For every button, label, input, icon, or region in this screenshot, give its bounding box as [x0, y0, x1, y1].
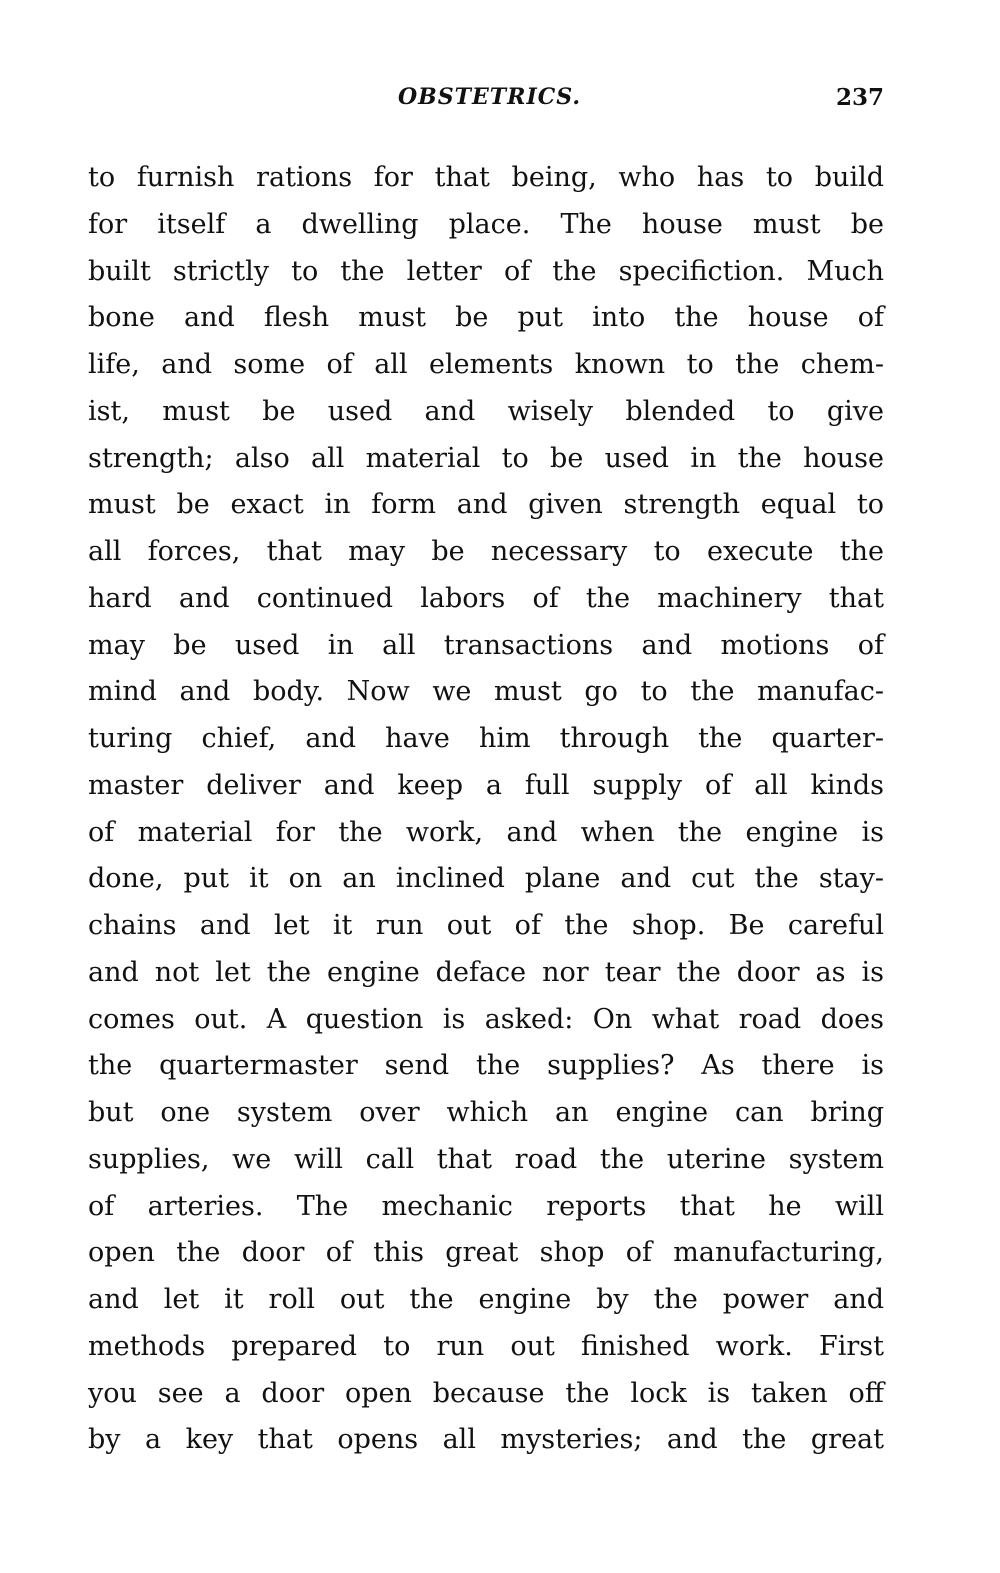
- body-text: [88, 155, 884, 1464]
- text-line: life, and some of all elements known to the chem-: [88, 349, 884, 380]
- text-line: supplies, we will call that road the uterine system: [88, 1143, 884, 1175]
- text-line: must be exact in form and given strength equal to: [88, 489, 884, 521]
- text-line: to furnish rations for that being, who has to build: [88, 162, 884, 193]
- text-line: hard and continued labors of the machinery that: [88, 582, 884, 614]
- text-line: ist, must be used and wisely blended to give: [88, 395, 884, 427]
- text-line: open the door of this great shop of manufacturing,: [88, 1237, 884, 1269]
- text-line: but one system over which an engine can bring: [88, 1097, 884, 1128]
- text-line: mind and body. Now we must go to the manufac-: [88, 676, 884, 708]
- text-line: all forces, that may be necessary to execute the: [88, 536, 884, 567]
- text-line: by a key that opens all mysteries; and the great: [88, 1424, 884, 1456]
- text-line: may be used in all transactions and motions of: [88, 629, 884, 661]
- text-line: built strictly to the letter of the specifiction. Much: [88, 255, 884, 287]
- text-line: and let it roll out the engine by the power and: [88, 1284, 884, 1315]
- text-line: the quartermaster send the supplies? As there is: [88, 1050, 884, 1082]
- running-header: [88, 84, 884, 124]
- text-line: master deliver and keep a full supply of all kinds: [88, 769, 884, 801]
- running-title: OBSTETRICS.: [398, 84, 582, 110]
- text-line: strength; also all material to be used in the house: [88, 442, 884, 474]
- text-line: for itself a dwelling place. The house must be: [88, 208, 884, 240]
- page-number: 237: [835, 84, 884, 111]
- text-line: of material for the work, and when the engine is: [88, 816, 884, 848]
- text-line: methods prepared to run out finished work. First: [88, 1330, 884, 1362]
- text-line: you see a door open because the lock is taken off: [88, 1377, 884, 1409]
- text-line: of arteries. The mechanic reports that he will: [88, 1190, 884, 1222]
- text-line: done, put it on an inclined plane and cut the stay-: [88, 863, 884, 895]
- text-line: comes out. A question is asked: On what road does: [88, 1003, 884, 1035]
- text-line: turing chief, and have him through the quarter-: [88, 723, 884, 754]
- text-line: and not let the engine deface nor tear the door as is: [88, 956, 884, 988]
- text-line: bone and flesh must be put into the house of: [88, 302, 884, 334]
- text-line: chains and let it run out of the shop. Be careful: [88, 910, 884, 941]
